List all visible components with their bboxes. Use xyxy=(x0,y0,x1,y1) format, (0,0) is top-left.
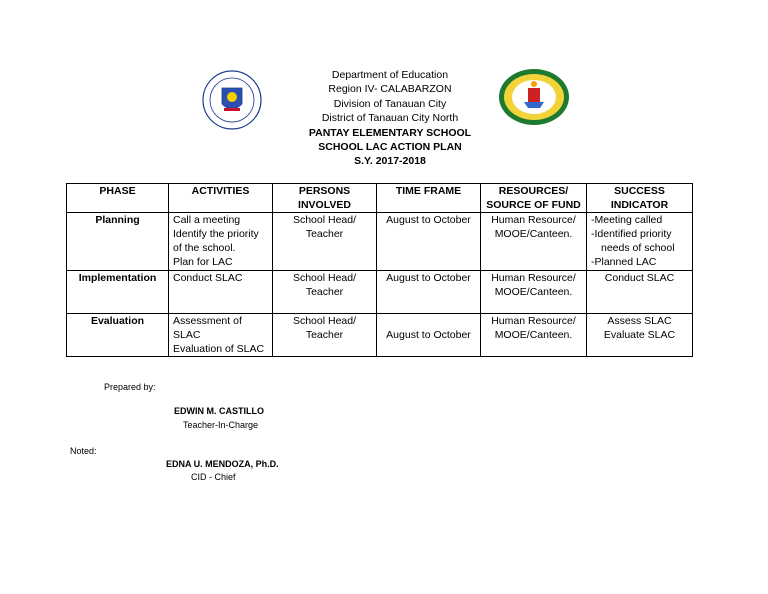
activities-cell: Call a meeting Identify the priority of the school. Plan for LAC xyxy=(169,213,273,271)
time-frame-cell: August to October xyxy=(377,213,481,271)
header-resources: RESOURCES/ SOURCE OF FUND xyxy=(481,184,587,213)
activities-cell: Assessment of SLAC Evaluation of SLAC xyxy=(169,314,273,357)
header-region: Region IV- CALABARZON xyxy=(328,83,452,96)
resources-cell: Human Resource/ MOOE/Canteen. xyxy=(481,213,587,271)
time-frame-cell: August to October xyxy=(377,314,481,357)
persons-cell: School Head/ Teacher xyxy=(273,314,377,357)
header-activities: ACTIVITIES xyxy=(169,184,273,213)
phase-cell: Planning xyxy=(67,213,169,271)
lac-action-plan-table xyxy=(66,183,693,357)
header-school-year: S.Y. 2017-2018 xyxy=(354,155,426,168)
prepared-by-name: EDWIN M. CASTILLO xyxy=(174,406,264,416)
header-persons: PERSONS INVOLVED xyxy=(273,184,377,213)
noted-label: Noted: xyxy=(70,446,97,456)
header-department: Department of Education xyxy=(331,69,449,81)
header-division: Division of Tanauan City xyxy=(333,97,447,110)
table-row xyxy=(67,271,693,314)
time-frame-cell: August to October xyxy=(377,271,481,314)
indicator-cell: Assess SLAC Evaluate SLAC xyxy=(587,314,693,357)
phase-cell: Evaluation xyxy=(67,314,169,357)
noted-by-name: EDNA U. MENDOZA, Ph.D. xyxy=(166,459,279,469)
table-row xyxy=(67,213,693,271)
noted-by-title: CID - Chief xyxy=(191,472,236,482)
resources-cell: Human Resource/ MOOE/Canteen. xyxy=(481,314,587,357)
persons-cell: School Head/ Teacher xyxy=(273,271,377,314)
table-header-row xyxy=(67,184,693,213)
header-district: District of Tanauan City North xyxy=(321,112,459,125)
indicator-cell: -Meeting called -Identified priority needs of school -Planned LAC xyxy=(587,213,693,271)
document-header xyxy=(280,68,500,169)
school-seal-logo xyxy=(498,68,570,126)
header-school: PANTAY ELEMENTARY SCHOOL xyxy=(308,126,472,139)
header-phase: PHASE xyxy=(67,184,169,213)
header-indicator: SUCCESS INDICATOR xyxy=(587,184,693,213)
deped-seal-logo xyxy=(202,70,262,130)
prepared-by-label: Prepared by: xyxy=(104,382,156,392)
header-time-frame: TIME FRAME xyxy=(377,184,481,213)
resources-cell: Human Resource/ MOOE/Canteen. xyxy=(481,271,587,314)
activities-cell: Conduct SLAC xyxy=(169,271,273,314)
phase-cell: Implementation xyxy=(67,271,169,314)
table-row xyxy=(67,314,693,357)
header-plan-title: SCHOOL LAC ACTION PLAN xyxy=(318,141,462,154)
persons-cell: School Head/ Teacher xyxy=(273,213,377,271)
indicator-cell: Conduct SLAC xyxy=(587,271,693,314)
prepared-by-title: Teacher-In-Charge xyxy=(183,420,259,430)
